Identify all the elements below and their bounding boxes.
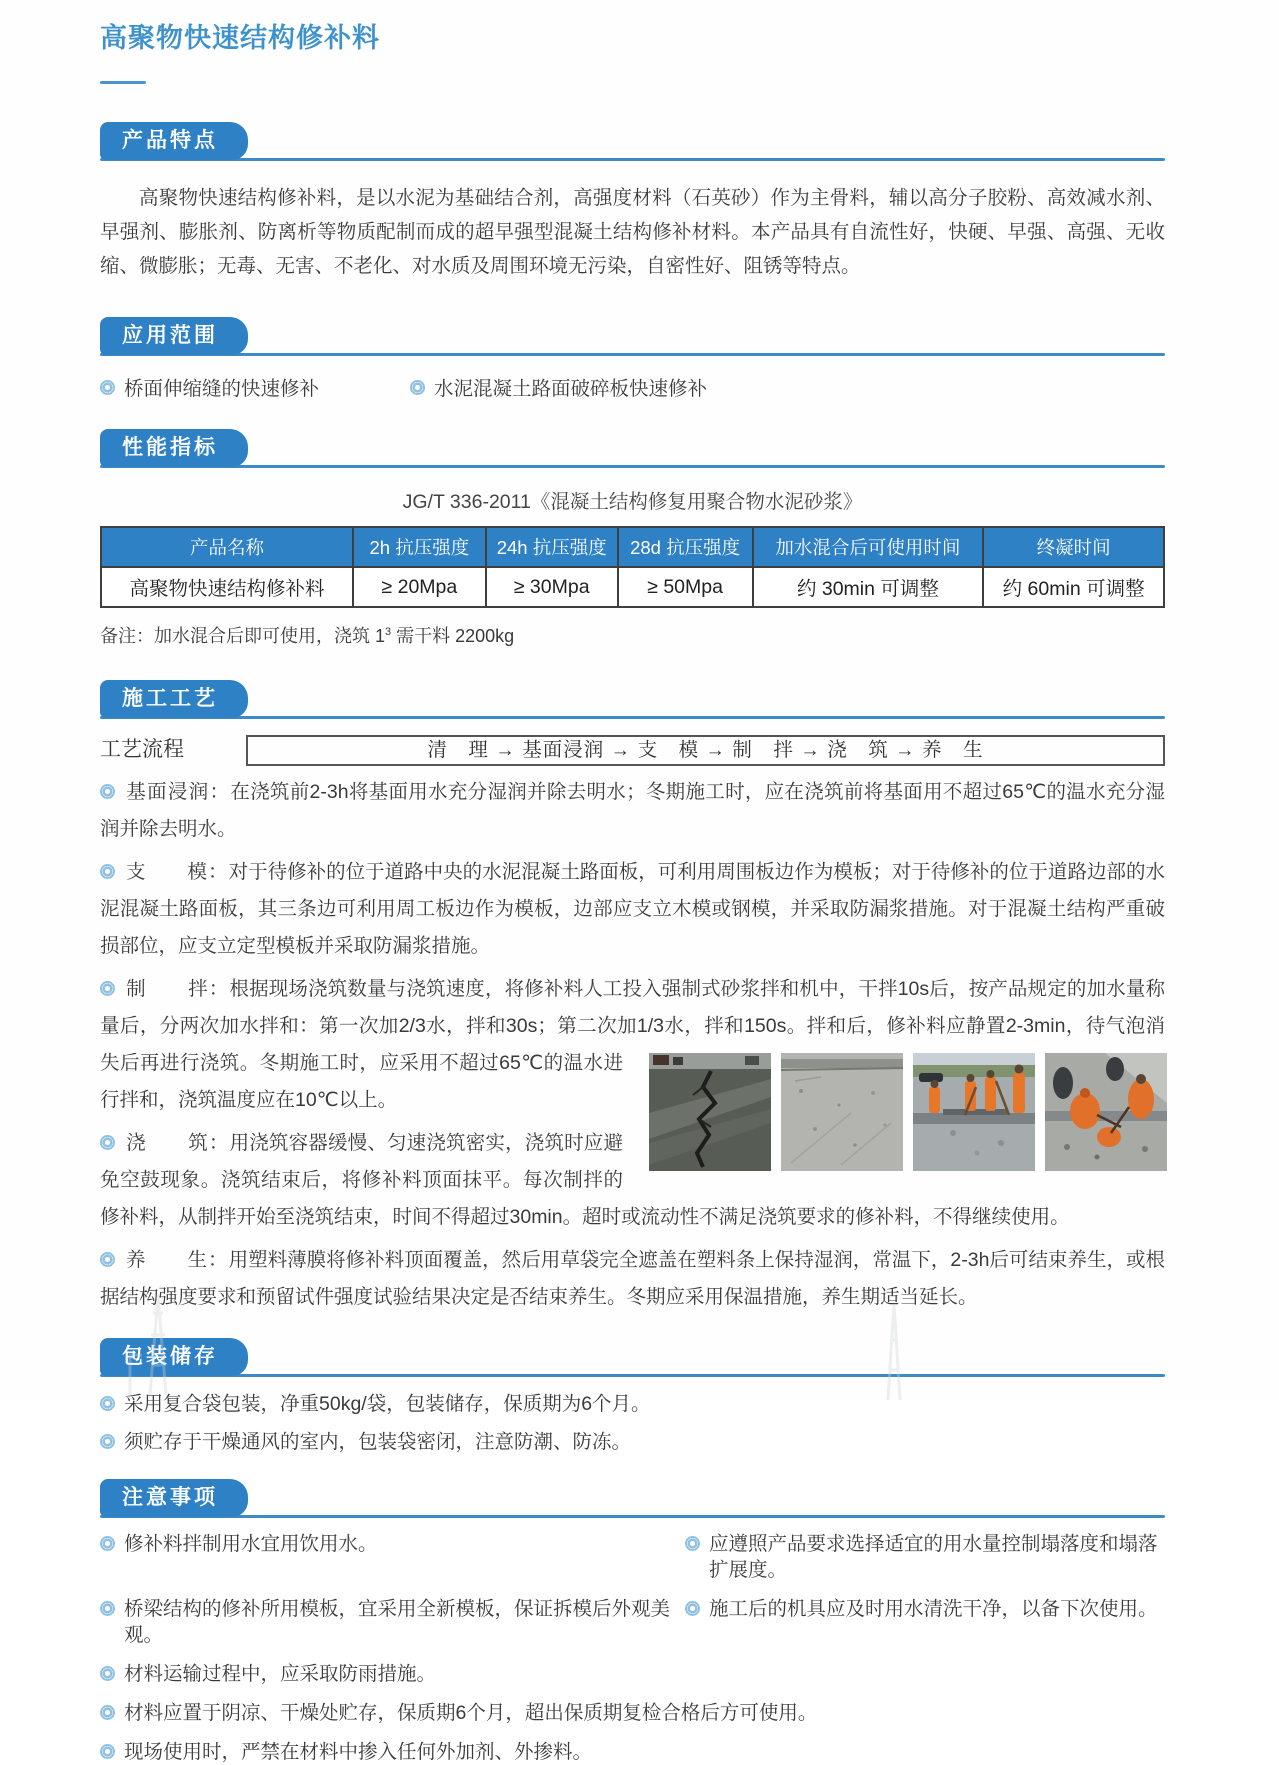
note-text: 材料应置于阴凉、干燥处贮存，保质期6个月，超出保质期复检合格后方可使用。 (124, 1702, 818, 1724)
table-header-cell: 24h 抗压强度 (486, 527, 618, 567)
step-text: 超过65℃的温水进行拌和，浇筑温度应在10℃以上。 (100, 1052, 623, 1111)
table-header-cell: 28d 抗压强度 (618, 527, 753, 567)
list-item (410, 373, 707, 401)
ring-bullet-icon (100, 864, 115, 879)
section-tab-process: 施工工艺 (100, 680, 248, 718)
photo-concrete-surface-image (781, 1053, 903, 1171)
section-rule (100, 353, 1165, 356)
list-item (100, 1700, 817, 1726)
process-step-formwork (100, 854, 1165, 965)
ring-bullet-icon (100, 784, 115, 799)
remark-text: 需干料 2200kg (391, 626, 515, 646)
list-item (100, 1391, 1165, 1417)
section-rule (100, 465, 1165, 468)
section-rule (100, 158, 1165, 161)
table-cell: 高聚物快速结构修补料 (101, 567, 353, 607)
list-item (100, 1531, 685, 1583)
step-label: 养 生： (126, 1249, 229, 1271)
section-tab-features: 产品特点 (100, 122, 248, 160)
scope-list (100, 373, 1165, 401)
note-text: 修补料拌制用水宜用饮用水。 (124, 1533, 378, 1555)
photo-cracked-pavement-image (649, 1053, 771, 1171)
section-header-performance (100, 427, 1165, 468)
note-text: 现场使用时，严禁在材料中掺入任何外加剂、外掺料。 (124, 1741, 593, 1763)
table-remark (100, 622, 1165, 648)
step-text: 用浇筑容器缓慢、匀速浇筑密实，浇筑时应避免空鼓现象。浇筑结束后，将修补料顶面抹平。每次制拌的修补料，从制拌开始至浇筑结束，时间不得超过30min。超时或流动性不满足浇筑要求的修补料，不得继续使用。 (100, 1132, 1070, 1228)
ring-bullet-icon (685, 1536, 700, 1551)
section-header-packaging (100, 1336, 1165, 1377)
list-item (100, 1661, 436, 1687)
note-text: 材料运输过程中，应采取防雨措施。 (124, 1663, 437, 1685)
process-step-mixing (100, 971, 1165, 1119)
ring-bullet-icon (410, 380, 425, 395)
ring-bullet-icon (100, 1434, 115, 1449)
flow-box: 清 理 → 基面浸润 → 支 模 → 制 拌 → 浇 筑 → 养 生 (246, 735, 1165, 766)
features-paragraph: 高聚物快速结构修补料，是以水泥为基础结合剂，高强度材料（石英砂）作为主骨料，辅以高分子胶粉、高效减水剂、早强剂、膨胀剂、防离析等物质配制而成的超早强型混凝土结构修补材料。本产品具有自流性好，快硬、早强、高强、无收缩、微膨胀；无毒、无害、不老化、对水质及周围环境无污染，自密性好、阻锈等特点。 (100, 187, 1165, 277)
section-tab-packaging: 包装储存 (100, 1338, 248, 1376)
remark-superscript: 3 (385, 626, 392, 638)
list-item (685, 1596, 1158, 1648)
ring-bullet-icon (100, 1135, 115, 1150)
section-header-scope (100, 315, 1165, 356)
section-tab-notes: 注意事项 (100, 1479, 248, 1517)
note-text: 应遵照产品要求选择适宜的用水量控制塌落度和塌落扩展度。 (709, 1533, 1158, 1581)
photo-workers-pouring-image (1045, 1053, 1167, 1171)
step-label: 制 拌： (126, 978, 230, 1000)
flow-label: 工艺流程 (100, 738, 184, 761)
section-header-process (100, 678, 1165, 719)
notes-list (100, 1531, 1165, 1765)
table-header-cell: 终凝时间 (983, 527, 1164, 567)
note-text: 施工后的机具应及时用水清洗干净，以备下次使用。 (709, 1598, 1158, 1620)
packaging-item-text: 采用复合袋包装，净重50kg/袋，包装储存，保质期为6个月。 (124, 1393, 651, 1415)
ring-bullet-icon (100, 1705, 115, 1720)
note-text: 桥梁结构的修补所用模板，宜采用全新模板，保证拆模后外观美观。 (124, 1598, 671, 1646)
note-row (100, 1596, 1165, 1648)
step-text: 用塑料薄膜将修补料顶面覆盖，然后用草袋完全遮盖在塑料条上保持湿润，常温下，2-3h后可结束养生，或根据结构强度要求和预留试件强度试验结果决定是否结束养生。冬期应采用保温措施，养生期适当延长。 (100, 1249, 1165, 1308)
step-label: 基面浸润： (126, 781, 231, 803)
section-rule (100, 716, 1165, 719)
ring-bullet-icon (100, 1601, 115, 1616)
table-row (101, 567, 1164, 607)
ring-bullet-icon (100, 1666, 115, 1681)
performance-table (100, 526, 1165, 608)
title-underline (100, 81, 146, 84)
table-header-row (101, 527, 1164, 567)
list-item (100, 373, 410, 401)
process-steps (100, 774, 1165, 1316)
scope-item-label: 桥面伸缩缝的快速修补 (124, 378, 320, 400)
ring-bullet-icon (100, 1252, 115, 1267)
ring-bullet-icon (100, 1536, 115, 1551)
section-tab-performance: 性能指标 (100, 429, 248, 467)
table-cell: ≥ 20Mpa (353, 567, 486, 607)
list-item (685, 1531, 1165, 1583)
page-title: 高聚物快速结构修补料 (100, 23, 380, 53)
section-header-notes (100, 1477, 1165, 1518)
photo-workers-joint-repair-image (913, 1053, 1035, 1171)
table-cell: ≥ 30Mpa (486, 567, 618, 607)
table-cell: 约 30min 可调整 (753, 567, 984, 607)
list-item (100, 1429, 1165, 1455)
step-text: 根据现场浇筑数量与浇筑速度，将修补料人工投入强制式砂浆拌和机中，干拌10s后，按产品规定的加水量称量后，分两次加水拌和：第一次加2/3水，拌和30s；第二次加1/3水，拌和150s。拌和后，修补料应静置2-3min，待气泡消失后再进行浇筑。冬期施工时，应采用不 (100, 978, 1165, 1074)
section-rule (100, 1374, 1165, 1377)
table-cell: 约 60min 可调整 (983, 567, 1164, 607)
section-tab-scope: 应用范围 (100, 317, 248, 355)
ring-bullet-icon (100, 380, 115, 395)
remark-text: 备注：加水混合后即可使用，浇筑 1 (100, 626, 386, 646)
table-header-cell: 加水混合后可使用时间 (753, 527, 984, 567)
ring-bullet-icon (100, 1744, 115, 1759)
step-text: 在浇筑前2-3h将基面用水充分湿润并除去明水；冬期施工时，应在浇筑前将基面用不超过65℃的温水充分湿润并除去明水。 (100, 781, 1165, 840)
note-row (100, 1739, 1165, 1765)
list-item (100, 1596, 685, 1648)
process-step-wetting (100, 774, 1165, 848)
section-header-features (100, 120, 1165, 161)
step-label: 支 模： (126, 861, 229, 883)
list-item (100, 1739, 592, 1765)
ring-bullet-icon (100, 1396, 115, 1411)
scope-item-label: 水泥混凝土路面破碎板快速修补 (434, 378, 708, 400)
step-text: 对于待修补的位于道路中央的水泥混凝土路面板，可利用周围板边作为模板；对于待修补的位于道路边部的水泥混凝土路面板，其三条边可利用周工板边作为模板，边部应支立木模或钢模，并采取防漏浆措施。对于混凝土结构严重破损部位，应支立定型模板并采取防漏浆措施。 (100, 861, 1165, 957)
site-photo-strip (649, 1053, 1165, 1171)
packaging-list (100, 1391, 1165, 1455)
table-cell: ≥ 50Mpa (618, 567, 753, 607)
ring-bullet-icon (685, 1601, 700, 1616)
table-header-cell: 2h 抗压强度 (353, 527, 486, 567)
step-label: 浇 筑： (126, 1132, 230, 1154)
ring-bullet-icon (100, 981, 115, 996)
note-row (100, 1661, 1165, 1687)
table-header-cell: 产品名称 (101, 527, 353, 567)
section-rule (100, 1515, 1165, 1518)
note-row (100, 1700, 1165, 1726)
process-step-curing (100, 1242, 1165, 1316)
standard-reference: JG/T 336-2011《混凝土结构修复用聚合物水泥砂浆》 (402, 491, 863, 513)
process-flow-row (100, 735, 1165, 766)
packaging-item-text: 须贮存于干燥通风的室内，包装袋密闭，注意防潮、防冻。 (124, 1431, 632, 1453)
note-row (100, 1531, 1165, 1583)
